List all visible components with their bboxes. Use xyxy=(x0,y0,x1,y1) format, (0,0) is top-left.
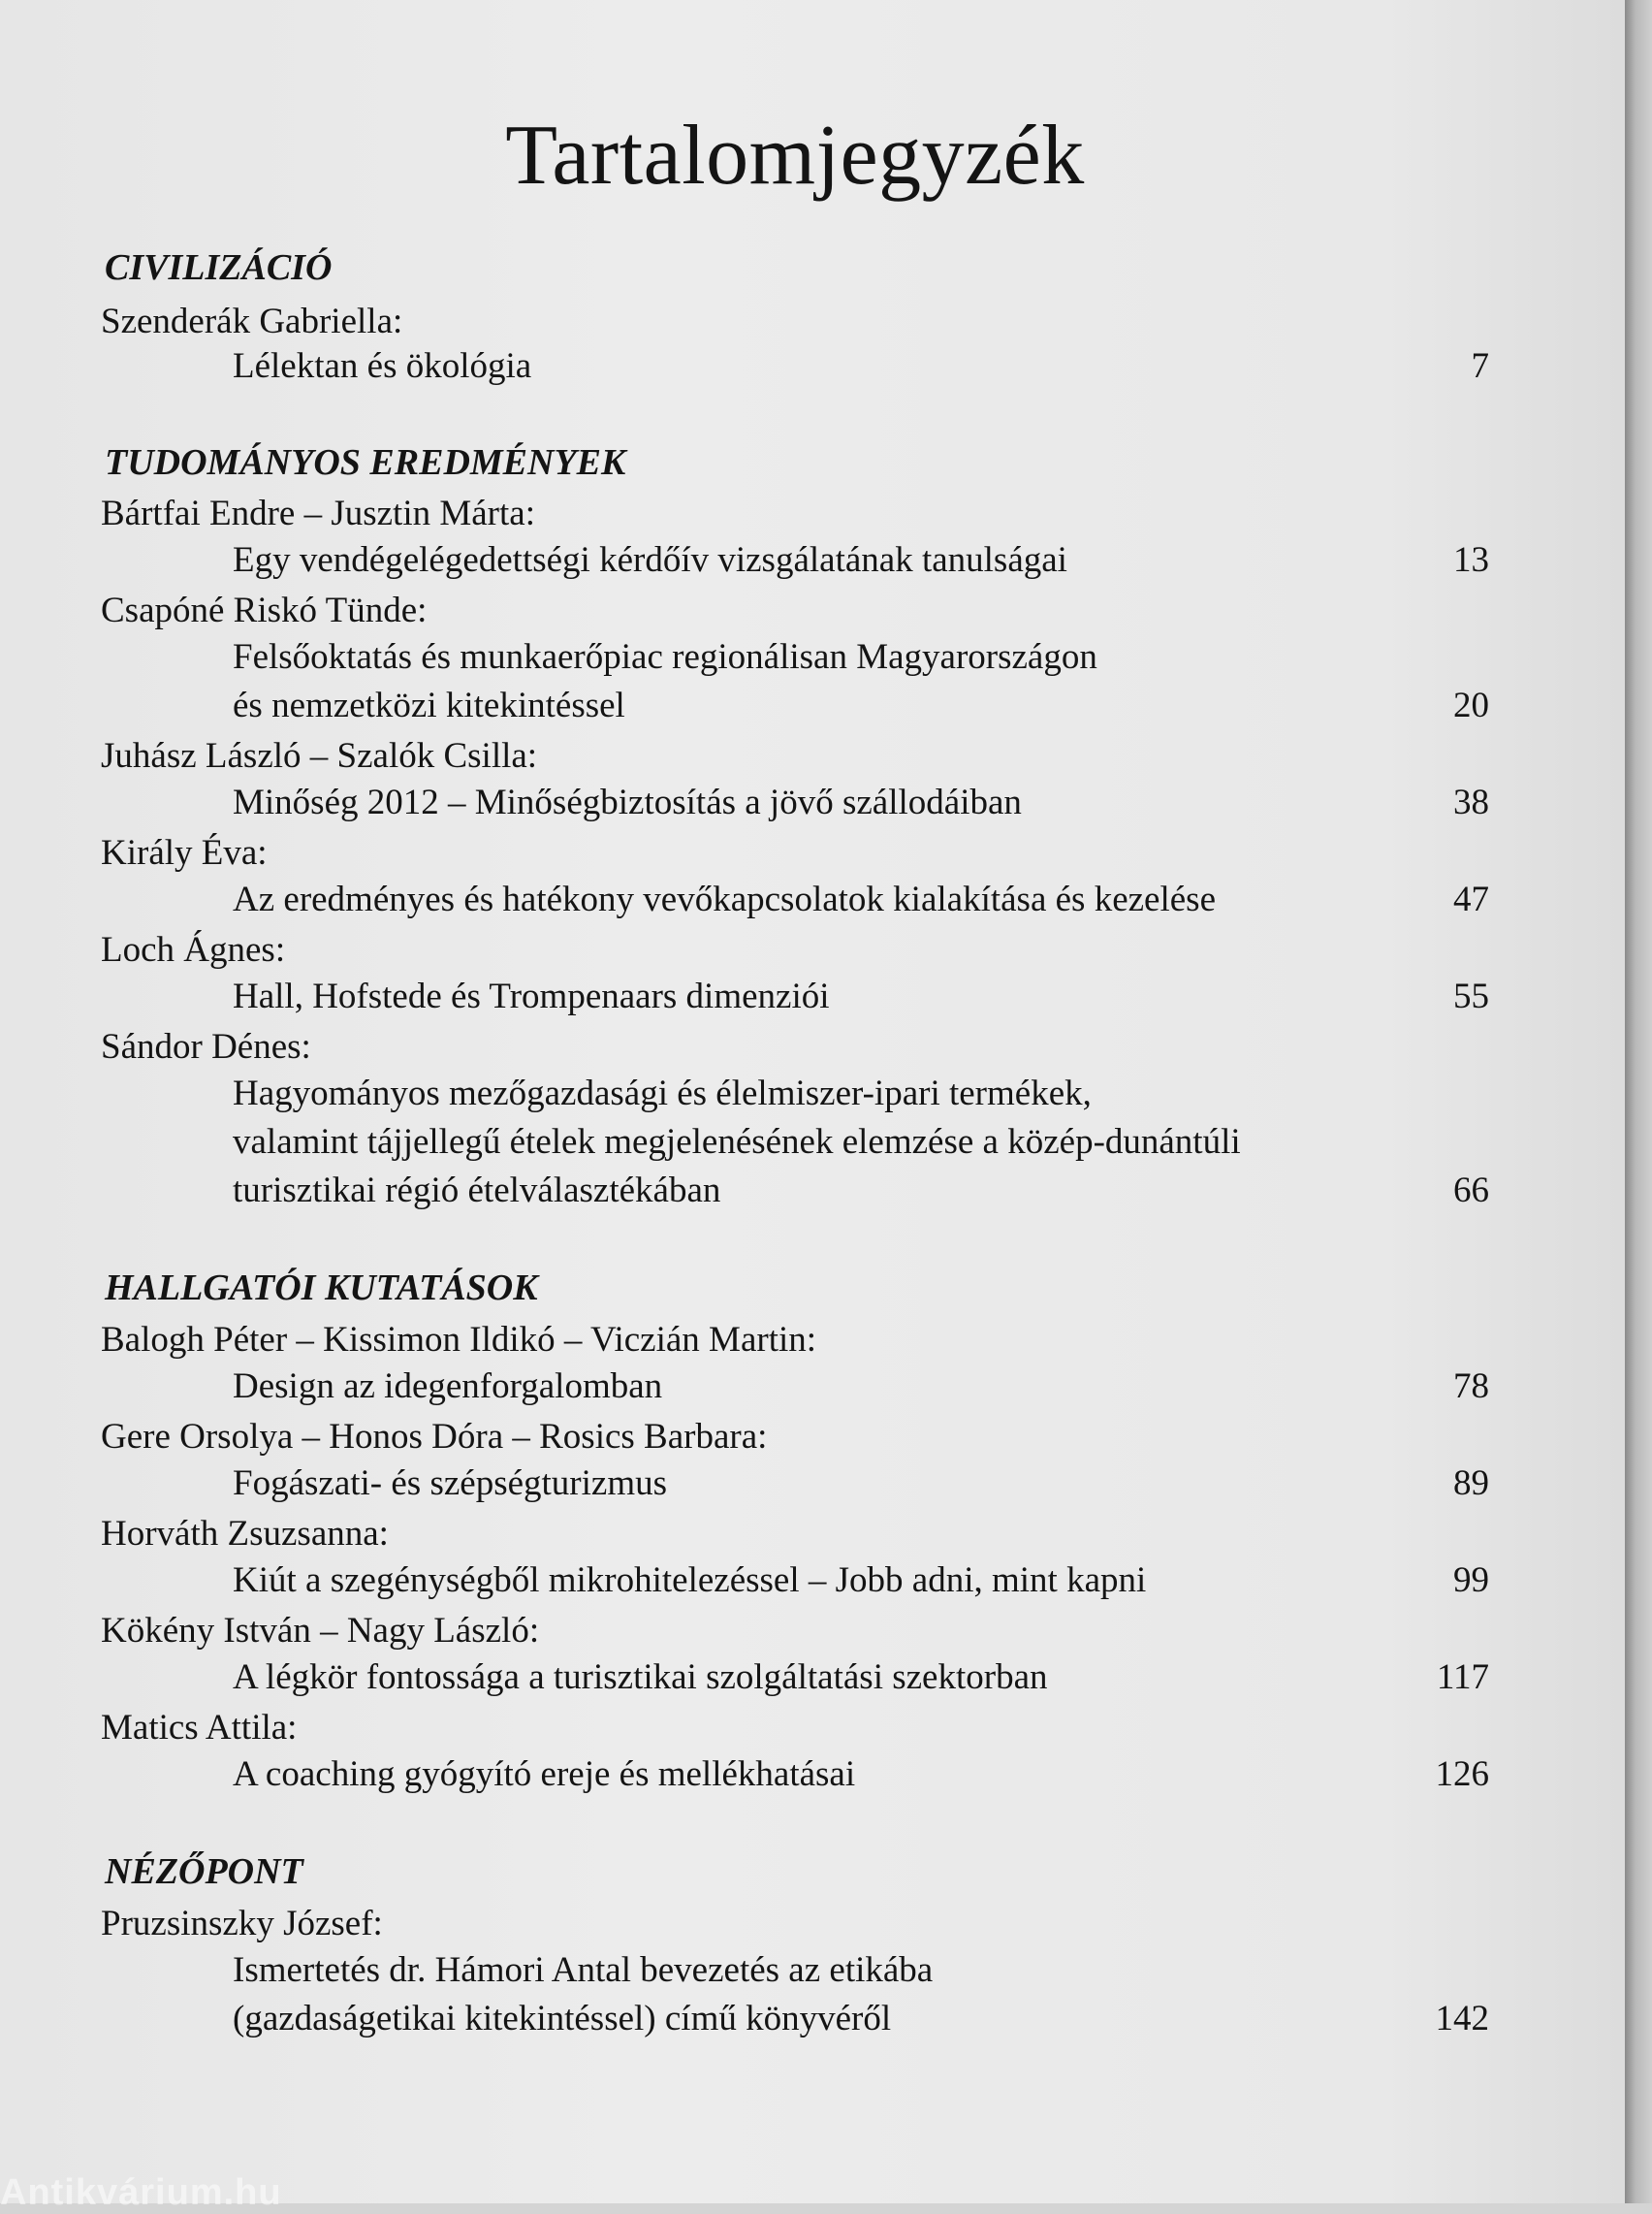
entry-page-number: 126 xyxy=(1435,1754,1489,1794)
entry-page-number: 142 xyxy=(1435,1999,1489,2038)
entry-title-line: Minőség 2012 – Minőségbiztosítás a jövő szállodáiban xyxy=(233,783,1022,822)
page-edge-shadow xyxy=(1625,0,1652,2203)
toc-entry xyxy=(233,1070,1489,1215)
entry-author: Király Éva: xyxy=(101,833,268,873)
entry-title-line: valamint tájjellegű ételek megjelenésének elemzése a közép-dunántúli xyxy=(233,1122,1241,1162)
entry-author: Matics Attila: xyxy=(101,1708,298,1748)
toc-entry xyxy=(233,633,1489,730)
entry-page-number: 117 xyxy=(1436,1657,1489,1697)
toc-entry xyxy=(233,779,1489,827)
entry-author: Loch Ágnes: xyxy=(101,930,286,970)
entry-page-number: 78 xyxy=(1453,1366,1489,1406)
entry-author: Szenderák Gabriella: xyxy=(101,302,403,341)
toc-entry xyxy=(233,973,1489,1021)
entry-page-number: 38 xyxy=(1453,783,1489,822)
entry-title-line: Az eredményes és hatékony vevőkapcsolatok kialakítása és kezelése xyxy=(233,880,1216,919)
entry-title-line: Fogászati- és szépségturizmus xyxy=(233,1463,667,1503)
entry-author: Bártfai Endre – Jusztin Márta: xyxy=(101,494,535,533)
entry-author: Horváth Zsuzsanna: xyxy=(101,1514,389,1554)
entry-title-line: és nemzetközi kitekintéssel xyxy=(233,686,625,725)
entry-page-number: 20 xyxy=(1453,686,1489,725)
entry-author: Juhász László – Szalók Csilla: xyxy=(101,736,538,776)
entry-title-line: Kiút a szegénységből mikrohitelezéssel – Jobb adni, mint kapni xyxy=(233,1560,1147,1600)
toc-entry xyxy=(233,1653,1489,1702)
toc-entry xyxy=(233,1946,1489,2043)
entry-title-line: Lélektan és ökológia xyxy=(233,346,532,386)
section-heading-civilizacio: CIVILIZÁCIÓ xyxy=(105,247,333,288)
entry-author: Sándor Dénes: xyxy=(101,1027,311,1067)
entry-page-number: 55 xyxy=(1453,977,1489,1016)
entry-author: Gere Orsolya – Honos Dóra – Rosics Barbara: xyxy=(101,1417,768,1457)
page-title: Tartalomjegyzék xyxy=(505,109,1085,203)
entry-author: Balogh Péter – Kissimon Ildikó – Viczián Martin: xyxy=(101,1320,817,1360)
entry-page-number: 47 xyxy=(1453,880,1489,919)
watermark: Antikvárium.hu xyxy=(0,2172,282,2213)
toc-entry xyxy=(233,342,1489,391)
entry-page-number: 99 xyxy=(1453,1560,1489,1600)
entry-title-line: Design az idegenforgalomban xyxy=(233,1366,663,1406)
toc-entry xyxy=(233,876,1489,924)
entry-title-line: turisztikai régió ételválasztékában xyxy=(233,1171,721,1210)
entry-title-line: A légkör fontossága a turisztikai szolgáltatási szektorban xyxy=(233,1657,1048,1697)
toc-entry xyxy=(233,1750,1489,1799)
entry-page-number: 7 xyxy=(1471,346,1489,386)
entry-page-number: 89 xyxy=(1453,1463,1489,1503)
entry-title-line: Hall, Hofstede és Trompenaars dimenziói xyxy=(233,977,830,1016)
section-heading-hallgatoi-kutatasok: HALLGATÓI KUTATÁSOK xyxy=(105,1267,538,1308)
entry-title-line: Hagyományos mezőgazdasági és élelmiszer-ipari termékek, xyxy=(233,1074,1092,1113)
toc-entry xyxy=(233,1556,1489,1605)
entry-title-line: Ismertetés dr. Hámori Antal bevezetés az etikába xyxy=(233,1950,934,1990)
toc-entry xyxy=(233,536,1489,585)
entry-title-line: Egy vendégelégedettségi kérdőív vizsgálatának tanulságai xyxy=(233,540,1067,580)
section-heading-nezopont: NÉZŐPONT xyxy=(105,1851,303,1892)
entry-title-line: Felsőoktatás és munkaerőpiac regionálisan Magyarországon xyxy=(233,637,1097,677)
section-heading-tudomanyos-eredmenyek: TUDOMÁNYOS EREDMÉNYEK xyxy=(105,442,626,483)
entry-author: Csapóné Riskó Tünde: xyxy=(101,591,428,630)
toc-entry xyxy=(233,1460,1489,1508)
entry-author: Kökény István – Nagy László: xyxy=(101,1611,540,1651)
entry-page-number: 13 xyxy=(1453,540,1489,580)
toc-entry xyxy=(233,1363,1489,1411)
entry-title-line: A coaching gyógyító ereje és mellékhatásai xyxy=(233,1754,856,1794)
entry-author: Pruzsinszky József: xyxy=(101,1904,383,1943)
entry-page-number: 66 xyxy=(1453,1171,1489,1210)
entry-title-line: (gazdaságetikai kitekintéssel) című könyvéről xyxy=(233,1999,892,2038)
